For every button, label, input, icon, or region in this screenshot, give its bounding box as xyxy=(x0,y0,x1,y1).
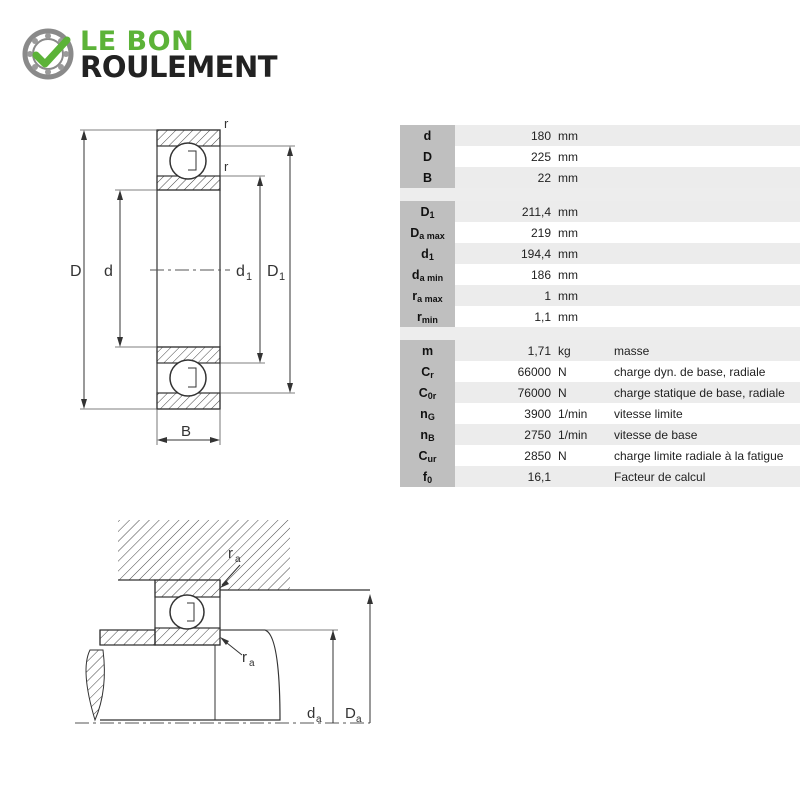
table-separator xyxy=(400,327,800,340)
spec-description xyxy=(600,306,800,327)
spec-symbol: f $_0$ xyxy=(400,466,455,487)
spec-row xyxy=(400,167,800,188)
spec-value: 219 xyxy=(455,222,555,243)
brand-line2: ROULEMENT xyxy=(80,50,278,84)
spec-description xyxy=(600,146,800,167)
spec-unit: N xyxy=(555,382,600,403)
spec-unit: mm xyxy=(555,285,600,306)
spec-unit: mm xyxy=(555,201,600,222)
label-d1-sub: 1 xyxy=(246,271,253,283)
spec-description: vitesse limite xyxy=(600,403,800,424)
spec-symbol: C $_{ur}$ xyxy=(400,445,455,466)
label-ra-top: r xyxy=(228,545,233,562)
spec-symbol: d $_{a min}$ xyxy=(400,264,455,285)
spec-unit: N xyxy=(555,361,600,382)
label-ra-bottom-sub: a xyxy=(249,658,255,669)
spec-unit: mm xyxy=(555,264,600,285)
spec-description xyxy=(600,243,800,264)
spec-unit: mm xyxy=(555,222,600,243)
spec-symbol: D xyxy=(400,146,455,167)
spec-symbol: d $_1$ xyxy=(400,243,455,264)
spec-unit: N xyxy=(555,445,600,466)
label-ra-bottom: r xyxy=(242,649,247,666)
shaft-section xyxy=(86,650,104,720)
spec-unit: mm xyxy=(555,306,600,327)
spec-row xyxy=(400,340,800,361)
spec-value: 225 xyxy=(455,146,555,167)
spec-row xyxy=(400,264,800,285)
label-r-inner: r xyxy=(224,159,229,174)
spec-unit: mm xyxy=(555,125,600,146)
spec-symbol: B xyxy=(400,167,455,188)
spec-description xyxy=(600,167,800,188)
label-Da-sub: a xyxy=(356,714,362,725)
spec-row xyxy=(400,125,800,146)
label-d: d xyxy=(104,263,113,280)
spec-description xyxy=(600,201,800,222)
spec-unit: 1/min xyxy=(555,403,600,424)
spec-unit: mm xyxy=(555,146,600,167)
label-B: B xyxy=(181,423,192,440)
mounting-drawing xyxy=(70,510,380,740)
spec-description xyxy=(600,264,800,285)
bearing-cross-section-drawing xyxy=(60,110,310,450)
ball-top xyxy=(170,143,206,179)
spec-row xyxy=(400,285,800,306)
label-Da: D xyxy=(345,705,356,722)
label-D1-sub: 1 xyxy=(279,271,286,283)
spec-row xyxy=(400,243,800,264)
bearing-check-icon xyxy=(22,28,74,80)
spec-value: 194,4 xyxy=(455,243,555,264)
label-D: D xyxy=(70,263,82,280)
shaft-shoulder xyxy=(100,630,155,645)
ball xyxy=(170,595,204,629)
spec-symbol: r $_{a max}$ xyxy=(400,285,455,306)
spec-description xyxy=(600,125,800,146)
spec-unit: 1/min xyxy=(555,424,600,445)
spec-symbol: D $_1$ xyxy=(400,201,455,222)
spec-description: charge statique de base, radiale xyxy=(600,382,800,403)
spec-row xyxy=(400,382,800,403)
label-d1: d xyxy=(236,263,245,280)
spec-description: charge dyn. de base, radiale xyxy=(600,361,800,382)
spec-row xyxy=(400,306,800,327)
spec-description xyxy=(600,222,800,243)
spec-symbol: n $_G$ xyxy=(400,403,455,424)
spec-unit: mm xyxy=(555,243,600,264)
spec-symbol: r $_{min}$ xyxy=(400,306,455,327)
spec-value: 211,4 xyxy=(455,201,555,222)
spec-row xyxy=(400,201,800,222)
spec-value: 16,1 xyxy=(455,466,555,487)
spec-row xyxy=(400,146,800,167)
spec-value: 3900 xyxy=(455,403,555,424)
brand-line1: LE BON xyxy=(80,26,195,57)
spec-row xyxy=(400,445,800,466)
spec-description xyxy=(600,285,800,306)
spec-description: charge limite radiale à la fatigue xyxy=(600,445,800,466)
spec-row xyxy=(400,361,800,382)
spec-value: 2750 xyxy=(455,424,555,445)
spec-value: 22 xyxy=(455,167,555,188)
spec-value: 66000 xyxy=(455,361,555,382)
spec-value: 1 xyxy=(455,285,555,306)
label-r-top: r xyxy=(224,116,229,131)
spec-symbol: C $_r$ xyxy=(400,361,455,382)
spec-row xyxy=(400,222,800,243)
spec-description: Facteur de calcul xyxy=(600,466,800,487)
spec-symbol: m xyxy=(400,340,455,361)
spec-unit xyxy=(555,466,600,487)
ball-bottom xyxy=(170,360,206,396)
spec-value: 76000 xyxy=(455,382,555,403)
spec-row xyxy=(400,424,800,445)
spec-description: masse xyxy=(600,340,800,361)
spec-value: 2850 xyxy=(455,445,555,466)
spec-unit: kg xyxy=(555,340,600,361)
label-D1: D xyxy=(267,263,279,280)
label-da-sub: a xyxy=(316,714,322,725)
spec-symbol: n $_B$ xyxy=(400,424,455,445)
spec-value: 180 xyxy=(455,125,555,146)
table-separator xyxy=(400,188,800,201)
spec-symbol: d xyxy=(400,125,455,146)
spec-symbol: D $_{a max}$ xyxy=(400,222,455,243)
spec-description: vitesse de base xyxy=(600,424,800,445)
brand-logo xyxy=(22,28,302,88)
spec-row xyxy=(400,403,800,424)
spec-value: 186 xyxy=(455,264,555,285)
spec-value: 1,1 xyxy=(455,306,555,327)
spec-symbol: C $_{0r}$ xyxy=(400,382,455,403)
label-ra-top-sub: a xyxy=(235,554,241,565)
label-da: d xyxy=(307,705,316,722)
spec-unit: mm xyxy=(555,167,600,188)
spec-row xyxy=(400,466,800,487)
specs-table xyxy=(400,125,800,487)
spec-value: 1,71 xyxy=(455,340,555,361)
